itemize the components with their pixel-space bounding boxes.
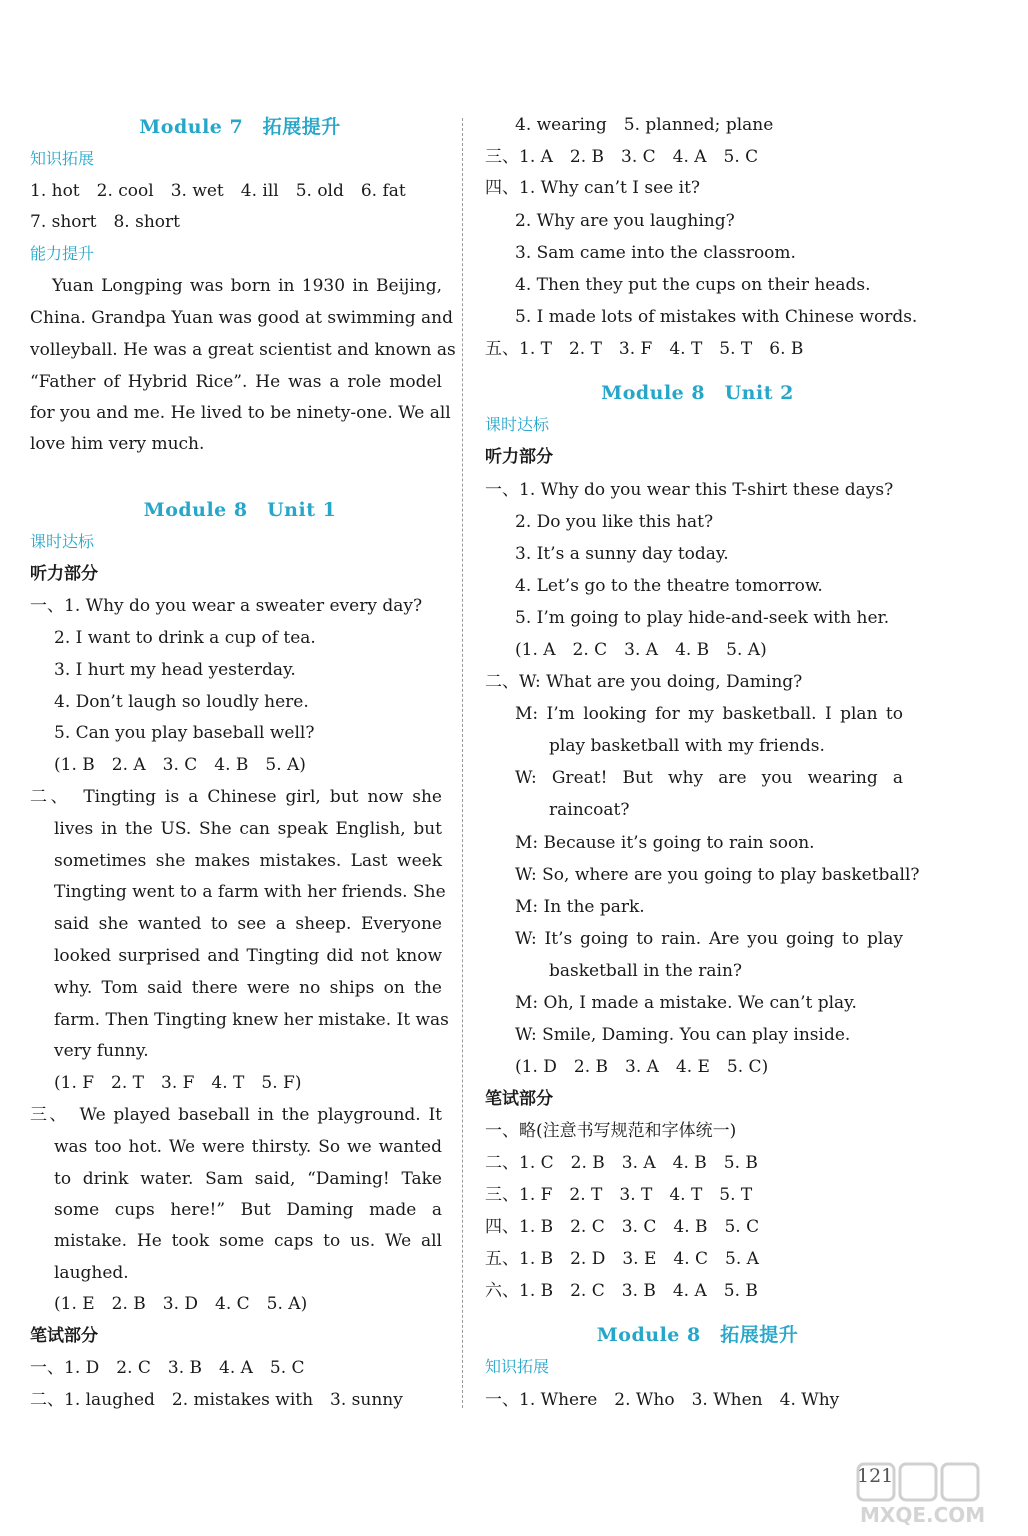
text-line: 二、1. laughed 2. mistakes with 3. sunny bbox=[30, 1390, 403, 1410]
text-line: 3. It’s a sunny day today. bbox=[515, 544, 729, 564]
page-number: 121 bbox=[857, 1465, 894, 1487]
text-line: 3. I hurt my head yesterday. bbox=[54, 660, 296, 680]
text-line: 六、1. B 2. C 3. B 4. A 5. B bbox=[485, 1281, 758, 1301]
text-line: W: Smile, Daming. You can play inside. bbox=[515, 1025, 851, 1045]
text-line: 一、1. D 2. C 3. B 4. A 5. C bbox=[30, 1358, 305, 1378]
part-label: 听力部分 bbox=[30, 564, 98, 584]
text-line: 一、1. Where 2. Who 3. When 4. Why bbox=[485, 1390, 840, 1410]
subsection-label: 能力提升 bbox=[30, 244, 95, 263]
section-heading: Module 8 Unit 2 bbox=[601, 382, 794, 404]
svg-text:MXQE.COM: MXQE.COM bbox=[860, 1503, 986, 1527]
subsection-label: 课时达标 bbox=[30, 532, 95, 551]
text-line: play basketball with my friends. bbox=[549, 736, 825, 756]
text-line: 4. Then they put the cups on their heads. bbox=[515, 275, 871, 295]
text-line: looked surprised and Tingting did not know bbox=[54, 946, 442, 966]
text-line: love him very much. bbox=[30, 434, 205, 454]
text-line: 7. short 8. short bbox=[30, 212, 180, 232]
text-line: 1. hot 2. cool 3. wet 4. ill 5. old 6. fat bbox=[30, 181, 406, 201]
text-line: 一、1. Why do you wear this T-shirt these days? bbox=[485, 480, 894, 500]
text-line: 一、略(注意书写规范和字体统一) bbox=[485, 1121, 737, 1141]
text-line: farm. Then Tingting knew her mistake. It was bbox=[54, 1010, 449, 1030]
subsection-label: 知识拓展 bbox=[485, 1357, 550, 1376]
text-line: W: Great! But why are you wearing a bbox=[515, 768, 903, 788]
text-line: 五、1. B 2. D 3. E 4. C 5. A bbox=[485, 1249, 759, 1269]
text-line: 一、1. Why do you wear a sweater every day? bbox=[30, 596, 423, 616]
text-line: 2. I want to drink a cup of tea. bbox=[54, 628, 316, 648]
text-line: to drink water. Sam said, “Daming! Take bbox=[54, 1169, 442, 1189]
text-line: 二、 Tingting is a Chinese girl, but now she bbox=[30, 787, 442, 807]
text-line: (1. A 2. C 3. A 4. B 5. A) bbox=[515, 640, 767, 660]
text-line: W: So, where are you going to play basketball? bbox=[515, 865, 920, 885]
text-line: 5. I made lots of mistakes with Chinese words. bbox=[515, 307, 918, 327]
text-line: M: Oh, I made a mistake. We can’t play. bbox=[515, 993, 857, 1013]
text-line: 4. Don’t laugh so loudly here. bbox=[54, 692, 309, 712]
part-label: 听力部分 bbox=[485, 447, 553, 467]
text-line: M: In the park. bbox=[515, 897, 645, 917]
text-line: 二、W: What are you doing, Daming? bbox=[485, 672, 803, 692]
text-line: basketball in the rain? bbox=[549, 961, 743, 981]
text-line: W: It’s going to rain. Are you going to play bbox=[515, 929, 903, 949]
text-line: very funny. bbox=[54, 1041, 149, 1061]
text-line: why. Tom said there were no ships on the bbox=[54, 978, 442, 998]
subsection-label: 知识拓展 bbox=[30, 149, 95, 168]
text-line: Tingting went to a farm with her friends. She bbox=[54, 882, 446, 902]
section-heading: Module 8 拓展提升 bbox=[596, 1324, 799, 1346]
text-line: 四、1. Why can’t I see it? bbox=[485, 178, 701, 198]
text-line: (1. E 2. B 3. D 4. C 5. A) bbox=[54, 1294, 308, 1314]
column-divider bbox=[462, 118, 463, 1408]
text-line: 二、1. C 2. B 3. A 4. B 5. B bbox=[485, 1153, 758, 1173]
text-line: 四、1. B 2. C 3. C 4. B 5. C bbox=[485, 1217, 760, 1237]
part-label: 笔试部分 bbox=[485, 1089, 553, 1109]
text-line: some cups here!” But Daming made a bbox=[54, 1200, 442, 1220]
text-line: volleyball. He was a great scientist and known as bbox=[30, 340, 456, 360]
text-line: 三、1. A 2. B 3. C 4. A 5. C bbox=[485, 147, 759, 167]
text-line: 5. I’m going to play hide-and-seek with her. bbox=[515, 608, 890, 628]
text-line: raincoat? bbox=[549, 800, 630, 820]
text-line: 2. Do you like this hat? bbox=[515, 512, 714, 532]
text-line: 4. wearing 5. planned; plane bbox=[515, 115, 774, 135]
text-line: (1. F 2. T 3. F 4. T 5. F) bbox=[54, 1073, 302, 1093]
text-line: (1. D 2. B 3. A 4. E 5. C) bbox=[515, 1057, 769, 1077]
text-line: M: Because it’s going to rain soon. bbox=[515, 833, 815, 853]
text-line: (1. B 2. A 3. C 4. B 5. A) bbox=[54, 755, 306, 775]
text-line: 五、1. T 2. T 3. F 4. T 5. T 6. B bbox=[485, 339, 804, 359]
text-line: said she wanted to see a sheep. Everyone bbox=[54, 914, 442, 934]
text-line: 三、1. F 2. T 3. T 4. T 5. T bbox=[485, 1185, 753, 1205]
text-line: for you and me. He lived to be ninety-one. We all bbox=[30, 403, 451, 423]
subsection-label: 课时达标 bbox=[485, 415, 550, 434]
watermark-logo bbox=[854, 1458, 1014, 1528]
part-label: 笔试部分 bbox=[30, 1326, 98, 1346]
text-line: M: I’m looking for my basketball. I plan to bbox=[515, 704, 903, 724]
section-heading: Module 8 Unit 1 bbox=[143, 499, 337, 521]
text-line: 三、 We played baseball in the playground. It bbox=[30, 1105, 442, 1125]
section-heading: Module 7 拓展提升 bbox=[139, 116, 341, 138]
text-line: 2. Why are you laughing? bbox=[515, 211, 735, 231]
text-line: 5. Can you play baseball well? bbox=[54, 723, 315, 743]
text-line: China. Grandpa Yuan was good at swimming and bbox=[30, 308, 453, 328]
text-line: laughed. bbox=[54, 1263, 129, 1283]
text-line: mistake. He took some caps to us. We all bbox=[54, 1231, 442, 1251]
text-line: sometimes she makes mistakes. Last week bbox=[54, 851, 442, 871]
text-line: “Father of Hybrid Rice”. He was a role model bbox=[30, 372, 442, 392]
text-line: Yuan Longping was born in 1930 in Beijing, bbox=[52, 276, 442, 296]
text-line: 3. Sam came into the classroom. bbox=[515, 243, 796, 263]
text-line: was too hot. We were thirsty. So we wanted bbox=[54, 1137, 442, 1157]
text-line: lives in the US. She can speak English, but bbox=[54, 819, 442, 839]
text-line: 4. Let’s go to the theatre tomorrow. bbox=[515, 576, 823, 596]
